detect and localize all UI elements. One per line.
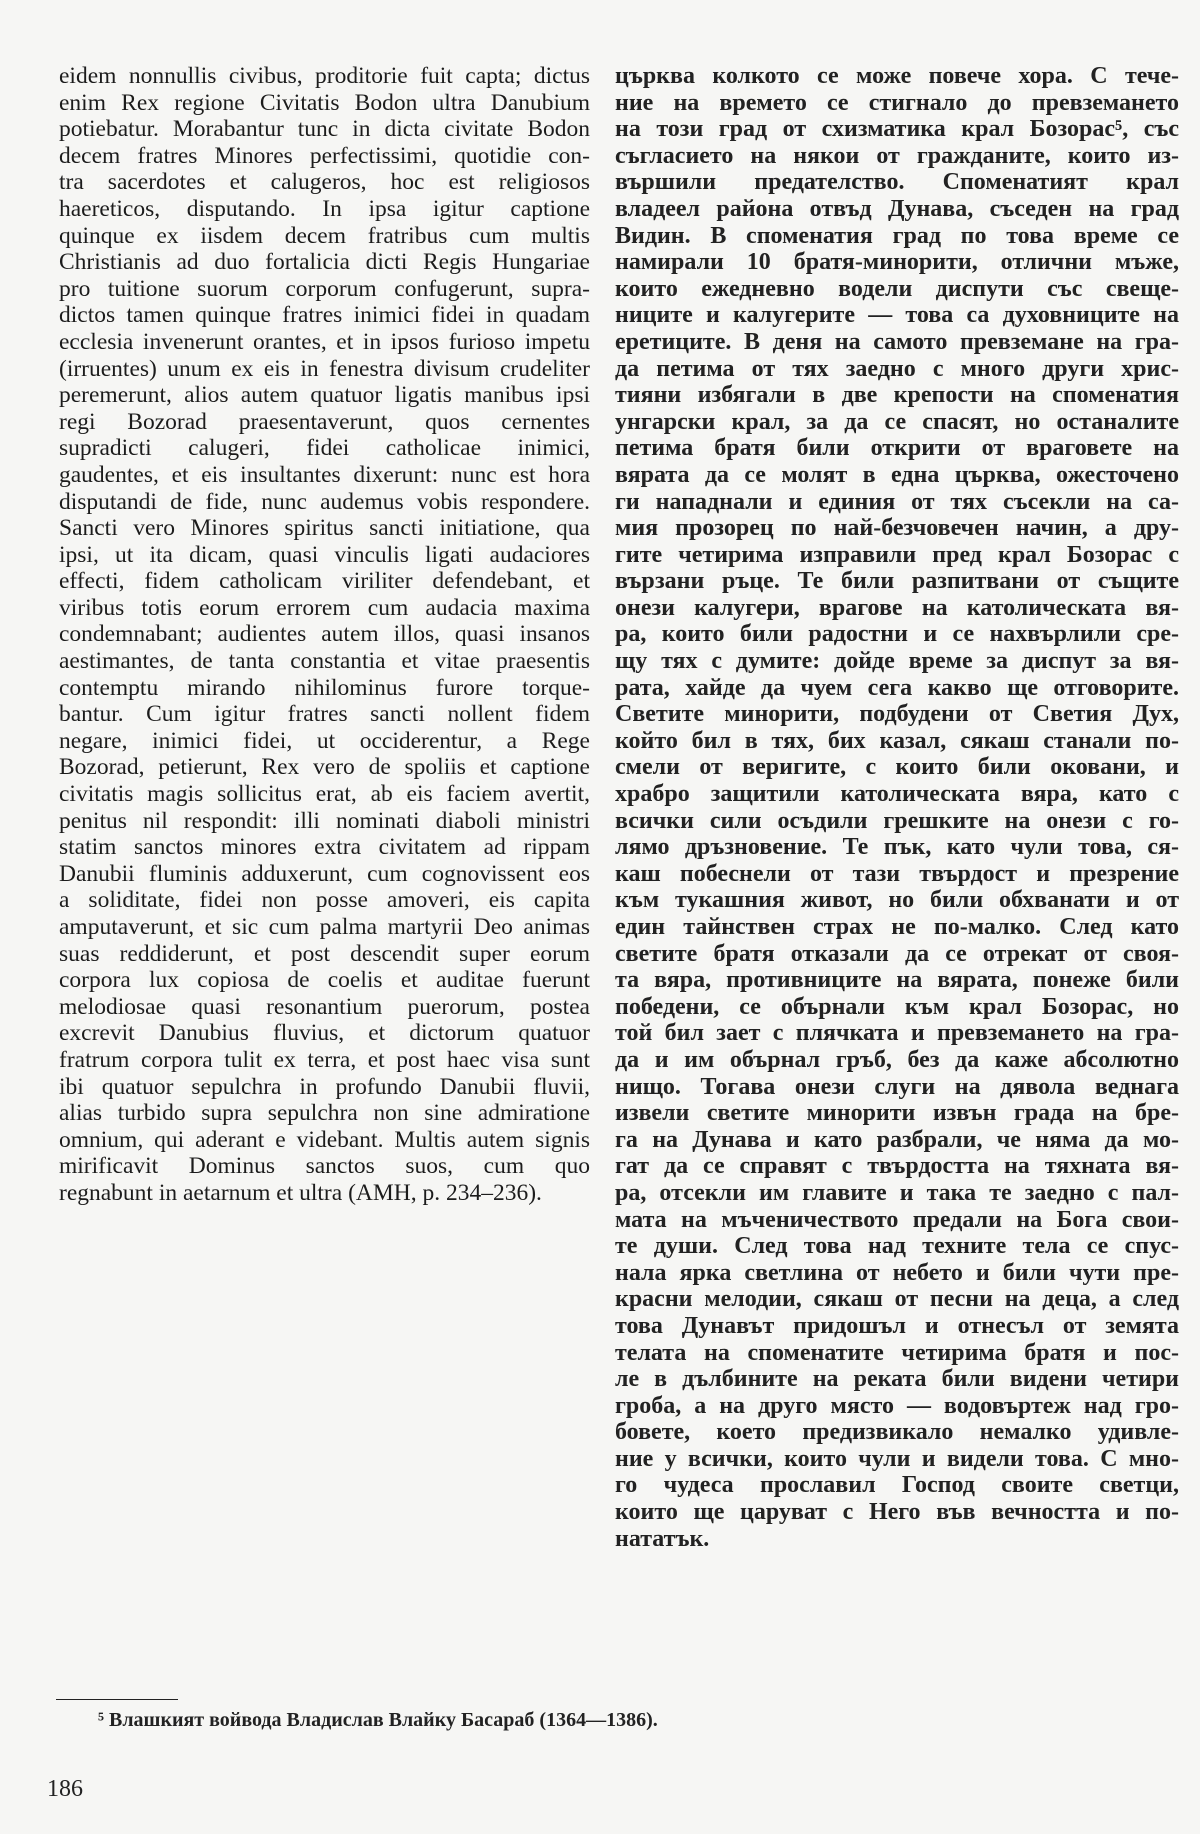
text-line: viribus totis eorum errorem cum audacia maxima: [59, 594, 590, 621]
text-line: pro tuitione suorum corporum confugerunt, supra-: [59, 275, 590, 302]
text-line: които ежедневно водели диспути със свеще-: [615, 275, 1179, 302]
text-line: петима братя били открити от враговете на: [615, 435, 1179, 462]
text-line: ра, които били радостни и се нахвърлили сре-: [615, 621, 1179, 648]
text-line: penitus nil respondit: illi nominati diaboli ministri: [59, 807, 590, 834]
text-line: bantur. Cum igitur fratres sancti nollent fidem: [59, 701, 590, 728]
text-line: нищо. Тогава онези слуги на дявола веднага: [615, 1073, 1179, 1100]
text-line: fratrum corpora tulit ex terra, et post haec visa sunt: [59, 1046, 590, 1073]
text-line: всички сили осъдили грешките на онези с го-: [615, 807, 1179, 834]
text-line: унгарски крал, за да се спасят, но останалите: [615, 408, 1179, 435]
text-line: еретиците. В деня на самото превземане на гра-: [615, 328, 1179, 355]
text-line: ле в дълбините на реката били видени четири: [615, 1366, 1179, 1393]
text-line: га на Дунава и като разбрали, че няма да мо-: [615, 1126, 1179, 1153]
text-line: Bozorad, petierunt, Rex vero de spoliis et captione: [59, 754, 590, 781]
text-line: Светите минорити, подбудени от Светия Дух,: [615, 701, 1179, 728]
text-line: decem fratres Minores perfectissimi, quotidie con-: [59, 142, 590, 169]
text-line: който бил в тях, бих казал, сякаш станали по-: [615, 727, 1179, 754]
text-line: haereticos, disputando. In ipsa igitur captione: [59, 195, 590, 222]
text-line: gaudentes, et eis insultantes dixerunt: nunc est hora: [59, 461, 590, 488]
text-line: eidem nonnullis civibus, proditorie fuit capta; dictus: [59, 63, 590, 89]
text-line: нататък.: [615, 1525, 710, 1552]
text-line: ра, отсекли им главите и така те заедно с пал-: [615, 1179, 1179, 1206]
footnote-divider: [56, 1699, 178, 1700]
text-line: a soliditate, fidei non posse amoveri, eis capita: [59, 887, 590, 914]
text-line: онези калугери, врагове на католическата вя-: [615, 594, 1179, 621]
text-line: красни мелодии, сякаш от песни на деца, а след: [615, 1286, 1179, 1313]
text-line: храбро защитили католическата вяра, като с: [615, 781, 1179, 808]
text-line: supradicti calugeri, fidei catholicae inimici,: [59, 435, 590, 462]
text-line: да петима от тях заедно с много други хрис-: [615, 355, 1179, 382]
text-line: гроба, а на друго място — водовъртеж над гро-: [615, 1392, 1179, 1419]
text-line: melodiosae quasi resonantium puerorum, postea: [59, 993, 590, 1020]
text-line: Sancti vero Minores spiritus sancti initiatione, qua: [59, 515, 590, 542]
text-line: победени, се обърнали към крал Бозорас, но: [615, 993, 1179, 1020]
text-line: regi Bozorad praesentaverunt, quos cernentes: [59, 408, 590, 435]
text-line: alias turbido supra sepulchra non sine admiratione: [59, 1100, 590, 1127]
text-line: peremerunt, alios autem quatuor ligatis manibus ipsi: [59, 382, 590, 409]
text-line: ние на времето се стигнало до превземането: [615, 89, 1179, 116]
text-line: та вяра, противниците на вярата, понеже били: [615, 967, 1179, 994]
text-line: (irruentes) unum ex eis in fenestra divisum crudeliter: [59, 355, 590, 382]
text-line: мата на мъченичеството предали на Бога свои-: [615, 1206, 1179, 1233]
page-number: 186: [47, 1776, 83, 1802]
text-line: ecclesia invenerunt orantes, et in ipsos furioso impetu: [59, 328, 590, 355]
text-line: Christianis ad duo fortalicia dicti Regis Hungariae: [59, 249, 590, 276]
text-line: corpora lux copiosa de coelis et auditae fuerunt: [59, 967, 590, 994]
bulgarian-text-column: [615, 63, 1179, 1552]
text-line: владеел района отвъд Дунава, съседен на град: [615, 195, 1179, 222]
text-line: Видин. В споменатия град по това време се: [615, 222, 1179, 249]
text-line: вързани ръце. Те били разпитвани от същите: [615, 568, 1179, 595]
text-line: contemptu mirando nihilominus furore torque-: [59, 674, 590, 701]
text-line: те души. След това над техните тела се спус-: [615, 1233, 1179, 1260]
text-line: potiebatur. Morabantur tunc in dicta civitate Bodon: [59, 116, 590, 143]
text-line: tra sacerdotes et calugeros, hoc est religiosos: [59, 169, 590, 196]
text-line: civitatis magis sollicitus erat, ab eis faciem avertit,: [59, 781, 590, 808]
text-line: aestimantes, de tanta constantia et vitae praesentis: [59, 648, 590, 675]
text-line: mirificavit Dominus sanctos suos, cum quo: [59, 1153, 590, 1180]
text-line: suas reddiderunt, et post descendit super eorum: [59, 940, 590, 967]
text-line: телата на споменатите четирима братя и пос-: [615, 1339, 1179, 1366]
text-line: statim sanctos minores extra civitatem ad rippam: [59, 834, 590, 861]
text-line: лямо дръзновение. Те пък, като чули това, ся-: [615, 834, 1179, 861]
footnote: ⁵ Влашкият войвода Владислав Влайку Басараб (1364—1386).: [98, 1709, 658, 1731]
text-line: effecti, fidem catholicam viriliter defendebant, et: [59, 568, 590, 595]
text-line: ги нападнали и единия от тях съсекли на са-: [615, 488, 1179, 515]
text-line: това Дунавът придошъл и отнесъл от земята: [615, 1312, 1179, 1339]
text-line: amputaverunt, et sic cum palma martyrii Deo animas: [59, 914, 590, 940]
text-line: смели от веригите, с които били оковани, и: [615, 754, 1179, 781]
text-line: на този град от схизматика крал Бозорас⁵, със: [615, 116, 1179, 143]
text-line: ipsi, ut ita dicam, quasi vinculis ligati audaciores: [59, 541, 590, 568]
text-line: гат да се справят с твърдостта на тяхната вя-: [615, 1153, 1179, 1180]
text-line: намирали 10 братя-минорити, отлични мъже,: [615, 249, 1179, 276]
text-line: ibi quatuor sepulchra in profundo Danubii fluvii,: [59, 1073, 590, 1100]
text-line: да и им обърнал гръб, без да каже абсолютно: [615, 1046, 1179, 1073]
text-line: един тайнствен страх не по-малко. След като: [615, 914, 1179, 940]
text-line: condemnabant; audientes autem illos, quasi insanos: [59, 621, 590, 648]
text-line: вярата да се молят в една църква, ожесточено: [615, 461, 1179, 488]
text-line: вършили предателство. Споменатият крал: [615, 169, 1179, 196]
text-line: го чудеса прославил Господ своите светци,: [615, 1472, 1179, 1499]
text-line: Danubii fluminis adduxerunt, cum cognovissent eos: [59, 860, 590, 887]
text-line: dictos tamen quinque fratres inimici fidei in quadam: [59, 302, 590, 329]
text-line: съгласието на някои от гражданите, които из-: [615, 142, 1179, 169]
text-line: към тукашния живот, но били обхванати и от: [615, 887, 1179, 914]
text-line: regnabunt in aetarnum et ultra (AMH, p. 234–236).: [59, 1179, 542, 1206]
text-line: ние у всички, които чули и видели това. С мно-: [615, 1445, 1179, 1472]
text-line: enim Rex regione Civitatis Bodon ultra Danubium: [59, 89, 590, 116]
text-line: мия прозорец по най-безчовечен начин, а дру-: [615, 515, 1179, 542]
text-line: negare, inimici fidei, ut occiderentur, a Rege: [59, 727, 590, 754]
text-line: гите четирима изправили пред крал Бозорас с: [615, 541, 1179, 568]
text-line: excrevit Danubius fluvius, et dictorum quatuor: [59, 1020, 590, 1047]
latin-text-column: [59, 63, 590, 1207]
text-line: бовете, което предизвикало немалко удивле-: [615, 1419, 1179, 1446]
text-line: светите братя отказали да се отрекат от своя-: [615, 940, 1179, 967]
text-line: disputandi de fide, nunc audemus vobis respondere.: [59, 488, 590, 515]
text-line: щу тях с думите: дойде време за диспут за вя-: [615, 648, 1179, 675]
text-line: ниците и калугерите — това са духовниците на: [615, 302, 1179, 329]
text-line: той бил зает с плячката и превземането на гра-: [615, 1020, 1179, 1047]
text-line: които ще царуват с Него във вечността и по-: [615, 1499, 1179, 1526]
text-line: каш побеснели от тази твърдост и презрение: [615, 860, 1179, 887]
text-line: църква колкото се може повече хора. С тече-: [615, 63, 1179, 89]
text-line: рата, хайде да чуем сега какво ще отговорите.: [615, 674, 1179, 701]
text-line: quinque ex iisdem decem fratribus cum multis: [59, 222, 590, 249]
text-line: тияни избягали в две крепости на споменатия: [615, 382, 1179, 409]
text-line: извели светите минорити извън града на бре-: [615, 1100, 1179, 1127]
text-line: omnium, qui aderant e videbant. Multis autem signis: [59, 1126, 590, 1153]
text-line: нала ярка светлина от небето и били чути пре-: [615, 1259, 1179, 1286]
